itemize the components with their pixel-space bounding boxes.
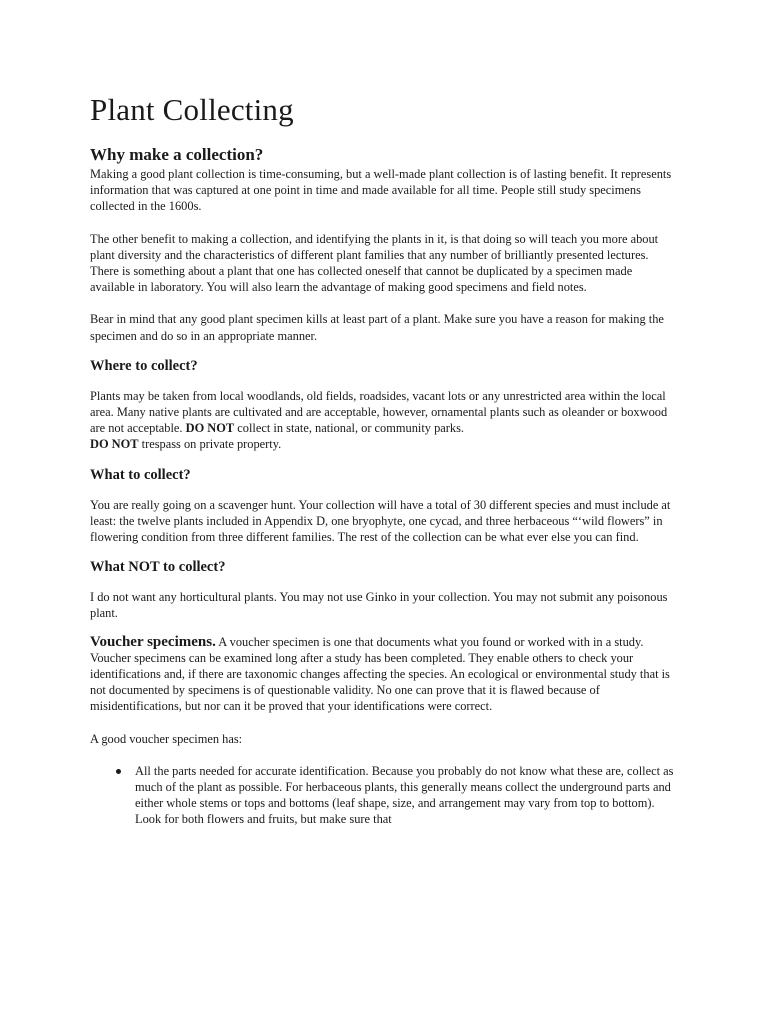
- bullet-text: All the parts needed for accurate identification. Because you probably do not know what these are, collect as much of the plant as possible. For herbaceous plants, this generally means collect the underground parts and either whole stems or tops and bottoms (leaf shape, size, and arrangement may vary from top to bottom). Look for both flowers and fruits, but make sure that: [135, 763, 674, 827]
- what-not-paragraph: I do not want any horticultural plants. You may not use Ginko in your collection. You may not submit any poisonous plant.: [90, 590, 668, 621]
- spacer: [90, 622, 678, 634]
- page-title: Plant Collecting: [90, 92, 294, 127]
- spacer: [90, 215, 678, 231]
- heading-what-not-to-collect: What NOT to collect?: [90, 559, 226, 576]
- why-paragraph-2: The other benefit to making a collection, and identifying the plants in it, is that doing so will teach you more about plant diversity and the characteristics of different plant families that any number of brilliantly presented lectures. There is something about a plant that one has collected oneself that cannot be duplicated by a specimen made available in laboratory. You will also learn the advantage of making good specimens and field notes.: [90, 231, 659, 295]
- voucher-lead: Voucher specimens.: [90, 633, 216, 650]
- voucher-text: A voucher specimen is one that documents what you found or worked with in a study. Voucher specimens can be examined long after a study has been completed. They enable others to check your identifications and, if there are taxonomic changes affecting the species. An ecological or environmental study that is not documented by specimens is of questionable validity. No one can prove that it is flawed because of misidentifications, but nor can it be proved that your identifications were correct.: [90, 634, 670, 714]
- spacer: [90, 295, 678, 311]
- spacer: [90, 376, 678, 388]
- spacer: [90, 577, 678, 589]
- heading-what-to-collect: What to collect?: [90, 466, 191, 483]
- spacer: [90, 715, 678, 731]
- list-item: [90, 763, 678, 828]
- where-text-3: trespass on private property.: [138, 437, 282, 452]
- what-paragraph: You are really going on a scavenger hunt. Your collection will have a total of 30 different species and must include at least: the twelve plants included in Appendix D, one bryophyte, one cycad, and three herbaceous “‘wild flowers” in flowering condition from three different families. The rest of the collection can be what ever else you can find.: [90, 497, 671, 545]
- why-paragraph-3: Bear in mind that any good plant specimen kills at least part of a plant. Make sure you have a reason for making the specimen and do so in an appropriate manner.: [90, 312, 664, 343]
- heading-where-to-collect: Where to collect?: [90, 357, 198, 374]
- spacer: [90, 453, 678, 465]
- heading-why-make-collection: Why make a collection?: [90, 145, 264, 164]
- bullet-icon: [116, 769, 121, 774]
- spacer: [90, 485, 678, 497]
- spacer: [90, 344, 678, 356]
- voucher-bullet-list: [90, 763, 678, 828]
- do-not-emphasis-1: DO NOT: [185, 421, 235, 436]
- spacer: [90, 747, 678, 763]
- do-not-emphasis-2: DO NOT: [90, 437, 139, 452]
- why-paragraph-1: Making a good plant collection is time-consuming, but a well-made plant collection is of lasting benefit. It represents information that was captured at one point in time and made available for all time. People still study specimens collected in the 1600s.: [90, 167, 672, 214]
- where-text-1: Plants may be taken from local woodlands, old fields, roadsides, vacant lots or any unrestricted area within the local area. Many native plants are cultivated and are acceptable, however, ornamental plants such as oleander or boxwood are not acceptable.: [90, 388, 668, 436]
- where-paragraph: [90, 388, 678, 453]
- voucher-intro: A good voucher specimen has:: [90, 731, 243, 746]
- where-text-2: collect in state, national, or community parks.: [234, 421, 465, 436]
- voucher-paragraph: [90, 634, 678, 715]
- spacer: [90, 545, 678, 557]
